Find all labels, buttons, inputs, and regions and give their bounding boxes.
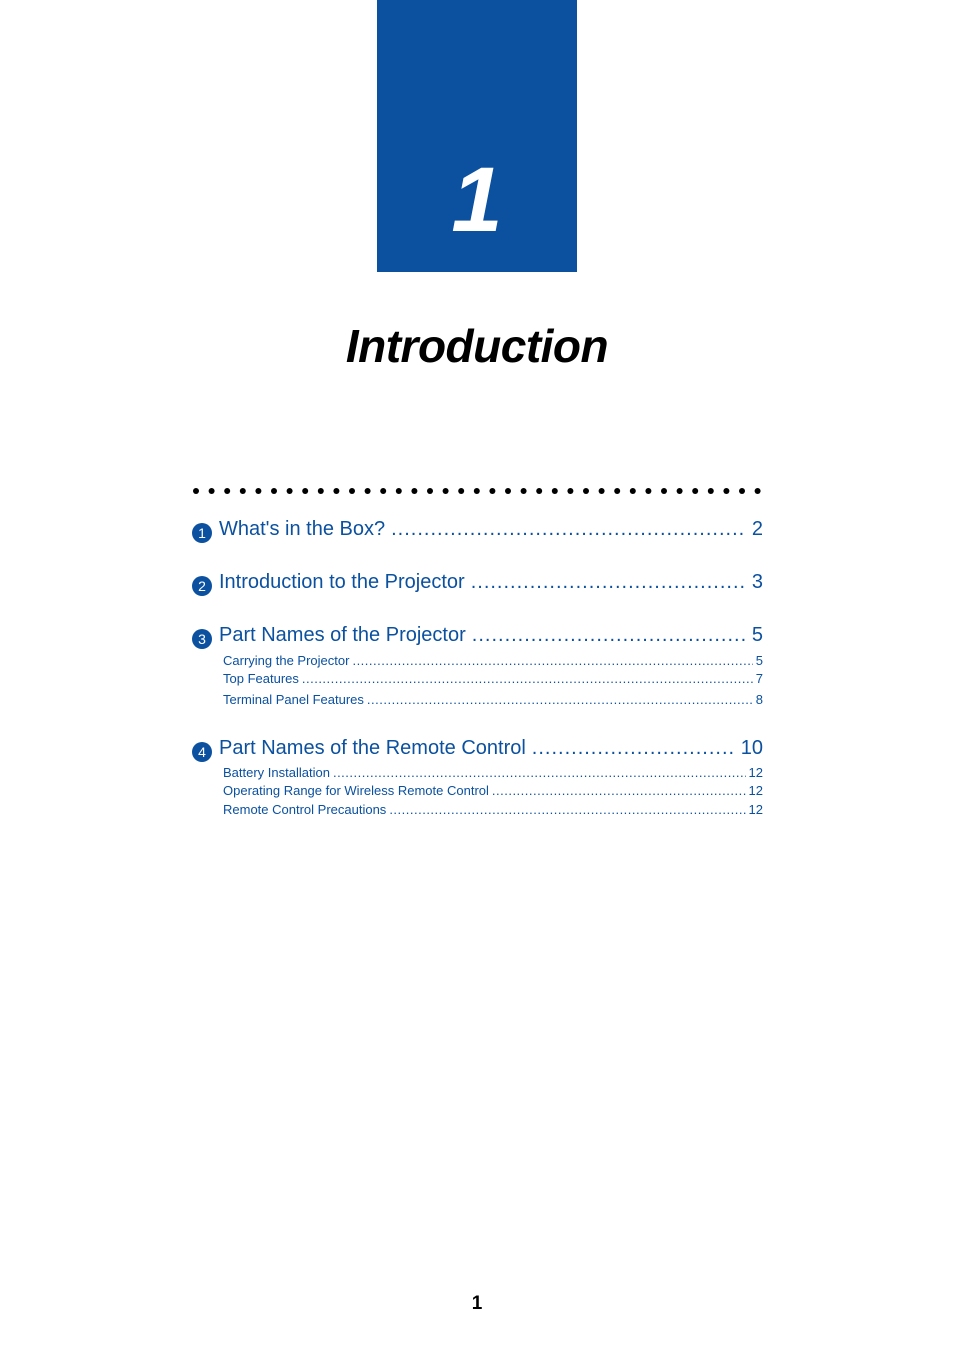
toc-sub-entry-terminal-panel-features[interactable] — [223, 690, 763, 710]
toc-sub-entry-page: 12 — [748, 765, 763, 780]
toc-entry-title: Part Names of the Projector — [219, 624, 466, 646]
divider-dot — [630, 488, 636, 494]
toc-entry-page: 3 — [751, 571, 763, 593]
chapter-title: Introduction — [345, 320, 609, 372]
toc-section-3 — [192, 621, 763, 710]
divider-dot — [661, 488, 667, 494]
dot-leader — [471, 568, 746, 596]
divider-dot — [536, 488, 542, 494]
toc-sub-entry-page: 7 — [755, 671, 763, 686]
divider-dot — [567, 488, 573, 494]
divider-dot — [489, 488, 495, 494]
divider-dot — [552, 488, 558, 494]
toc-entry-page: 10 — [740, 737, 763, 759]
toc-sub-entry-title: Battery Installation — [223, 765, 330, 780]
divider-dot — [755, 488, 761, 494]
toc-sub-entry-page: 12 — [748, 802, 763, 817]
dot-leader — [352, 652, 752, 670]
toc-sub-entry-page: 5 — [755, 653, 763, 668]
toc-sub-list — [223, 764, 763, 820]
toc-sub-entry-battery-installation[interactable] — [223, 764, 763, 782]
dot-leader — [472, 621, 746, 649]
toc-sub-entry-title: Operating Range for Wireless Remote Control — [223, 783, 489, 798]
divider-dot — [645, 488, 651, 494]
toc-entry-part-names-of-the-projector[interactable] — [192, 621, 763, 649]
divider-dot — [708, 488, 714, 494]
toc-section-2 — [192, 568, 763, 596]
toc-sub-list — [223, 652, 763, 710]
toc-entry-introduction-to-the-projector[interactable] — [192, 568, 763, 596]
dot-leader — [389, 800, 745, 820]
toc-sub-entry-carrying-the-projector[interactable] — [223, 652, 763, 670]
dot-leader — [532, 734, 735, 762]
section-number-badge: 4 — [192, 742, 212, 762]
divider-dot — [599, 488, 605, 494]
toc-sub-entry-page: 8 — [755, 692, 763, 707]
divider-dot — [583, 488, 589, 494]
dot-leader — [302, 670, 753, 688]
divider-dot — [224, 488, 230, 494]
section-number-badge: 3 — [192, 629, 212, 649]
toc-entry-page: 5 — [751, 624, 763, 646]
toc-sub-entry-title: Terminal Panel Features — [223, 692, 364, 707]
divider-dot — [521, 488, 527, 494]
dot-leader — [333, 764, 746, 782]
toc-entry-part-names-of-the-remote-control[interactable] — [192, 734, 763, 762]
divider-dot — [318, 488, 324, 494]
divider-dot — [458, 488, 464, 494]
toc-entry-title: Introduction to the Projector — [219, 571, 465, 593]
toc-entry-title: What's in the Box? — [219, 518, 386, 540]
dot-leader — [367, 690, 753, 710]
toc-sub-entry-operating-range[interactable] — [223, 782, 763, 800]
chapter-number: 1 — [451, 149, 503, 251]
toc-sub-entry-top-features[interactable] — [223, 670, 763, 688]
divider-dot — [396, 488, 402, 494]
dotted-divider — [192, 487, 780, 495]
toc-sub-entry-title: Carrying the Projector — [223, 653, 350, 668]
divider-dot — [193, 488, 199, 494]
divider-dot — [240, 488, 246, 494]
divider-dot — [287, 488, 293, 494]
divider-dot — [443, 488, 449, 494]
toc-sub-entry-title: Top Features — [223, 671, 299, 686]
divider-dot — [427, 488, 433, 494]
divider-dot — [271, 488, 277, 494]
toc-entry-title: Part Names of the Remote Control — [219, 737, 526, 759]
dot-leader — [492, 782, 746, 800]
toc-sub-entry-remote-control-precautions[interactable] — [223, 800, 763, 820]
divider-dot — [209, 488, 215, 494]
divider-dot — [255, 488, 261, 494]
divider-dot — [739, 488, 745, 494]
divider-dot — [677, 488, 683, 494]
divider-dot — [614, 488, 620, 494]
divider-dot — [302, 488, 308, 494]
toc-entry-page: 2 — [751, 518, 763, 540]
divider-dot — [380, 488, 386, 494]
toc-entry-whats-in-the-box[interactable] — [192, 515, 763, 543]
chapter-banner — [377, 0, 577, 272]
divider-dot — [505, 488, 511, 494]
dot-leader — [391, 515, 746, 543]
toc-section-1 — [192, 515, 763, 543]
toc-sub-entry-page: 12 — [748, 783, 763, 798]
section-number-badge: 1 — [192, 523, 212, 543]
toc-sub-entry-title: Remote Control Precautions — [223, 802, 387, 817]
divider-dot — [411, 488, 417, 494]
divider-dot — [333, 488, 339, 494]
divider-dot — [692, 488, 698, 494]
divider-dot — [365, 488, 371, 494]
toc-section-4 — [192, 734, 763, 820]
divider-dot — [349, 488, 355, 494]
divider-dot — [723, 488, 729, 494]
page-number: 1 — [471, 1293, 483, 1314]
divider-dot — [474, 488, 480, 494]
section-number-badge: 2 — [192, 576, 212, 596]
